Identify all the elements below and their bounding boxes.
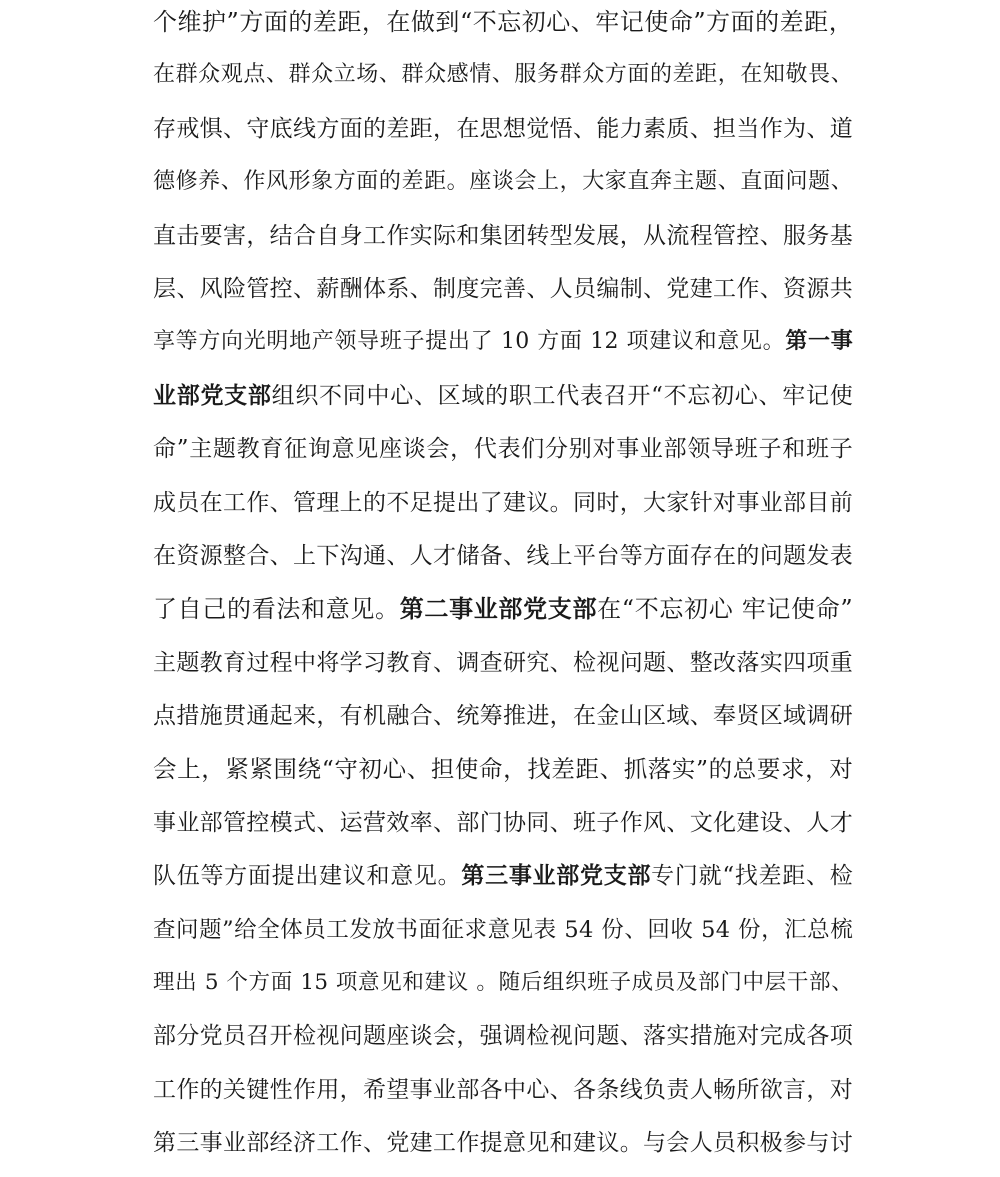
text-run: 享等方向光明地产领导班子提出了 10 方面 12 项建议和意见。 <box>153 329 786 355</box>
text-run: 了自己的看法和意见。 <box>153 595 400 624</box>
text-run: 个维护”方面的差距，在做到“不忘初心、牢记使命”方面的差距， <box>153 8 853 36</box>
text-run: 层、风险管控、薪酬体系、制度完善、人员编制、党建工作、资源共 <box>153 275 853 302</box>
text-run: 工作的关键性作用，希望事业部各中心、各条线负责人畅所欲言，对 <box>153 1076 853 1103</box>
text-run: 主题教育过程中将学习教育、调查研究、检视问题、整改落实四项重 <box>153 649 853 676</box>
text-run: 点措施贯通起来，有机融合、统筹推进，在金山区域、奉贤区域调研 <box>153 703 853 730</box>
text-line <box>153 322 853 375</box>
text-line <box>153 856 853 909</box>
text-line <box>153 483 853 536</box>
text-run: 事业部管控模式、运营效率、部门协同、班子作风、文化建设、人才 <box>153 809 853 836</box>
text-line <box>153 109 853 162</box>
text-line <box>153 162 853 215</box>
text-run: 在资源整合、上下沟通、人才储备、线上平台等方面存在的问题发表 <box>153 542 853 569</box>
text-line <box>153 749 853 802</box>
text-run: 命”主题教育征询意见座谈会，代表们分别对事业部领导班子和班子 <box>153 436 853 463</box>
text-run: 存戒惧、守底线方面的差距，在思想觉悟、能力素质、担当作为、道 <box>153 115 853 142</box>
text-line <box>153 376 853 429</box>
text-line <box>153 536 853 589</box>
text-line <box>153 269 853 322</box>
text-run: 理出 5 个方面 15 项意见和建议 。随后组织班子成员及部门中层干部、 <box>153 970 853 996</box>
bold-heading-run: 第一事 <box>785 329 853 355</box>
text-run: 查问题”给全体员工发放书面征求意见表 54 份、回收 54 份，汇总梳 <box>153 916 853 943</box>
text-run: 成员在工作、管理上的不足提出了建议。同时，大家针对事业部目前 <box>153 489 853 516</box>
text-line <box>153 643 853 696</box>
bold-heading-run: 第三事业部党支部 <box>461 863 652 890</box>
text-line <box>153 216 853 269</box>
text-run: 专门就“找差距、检 <box>651 863 854 890</box>
text-run: 会上，紧紧围绕“守初心、担使命，找差距、抓落实”的总要求，对 <box>153 755 853 784</box>
text-run: 部分党员召开检视问题座谈会，强调检视问题、落实措施对完成各项 <box>153 1023 853 1050</box>
bold-heading-run: 业部党支部 <box>153 382 272 409</box>
text-line <box>153 55 853 108</box>
text-line <box>153 1016 853 1069</box>
text-run: 队伍等方面提出建议和意见。 <box>153 863 462 890</box>
bold-heading-run: 第二事业部党支部 <box>399 595 598 624</box>
text-line <box>153 429 853 482</box>
text-line <box>153 963 853 1016</box>
text-line <box>153 803 853 856</box>
text-line <box>153 1070 853 1123</box>
text-line <box>153 1123 853 1176</box>
text-run: 第三事业部经济工作、党建工作提意见和建议。与会人员积极参与讨 <box>153 1130 853 1157</box>
text-run: 在“不忘初心 牢记使命” <box>597 595 853 624</box>
text-run: 直击要害，结合自身工作实际和集团转型发展，从流程管控、服务基 <box>153 222 853 249</box>
text-run: 组织不同中心、区域的职工代表召开“不忘初心、牢记使 <box>271 382 853 409</box>
text-run: 德修养、作风形象方面的差距。座谈会上，大家直奔主题、直面问题、 <box>153 169 853 195</box>
body-text <box>153 2 853 1177</box>
text-line <box>153 589 853 642</box>
text-line <box>153 910 853 963</box>
text-line <box>153 2 853 55</box>
text-run: 在群众观点、群众立场、群众感情、服务群众方面的差距，在知敬畏、 <box>153 62 853 88</box>
text-line <box>153 696 853 749</box>
